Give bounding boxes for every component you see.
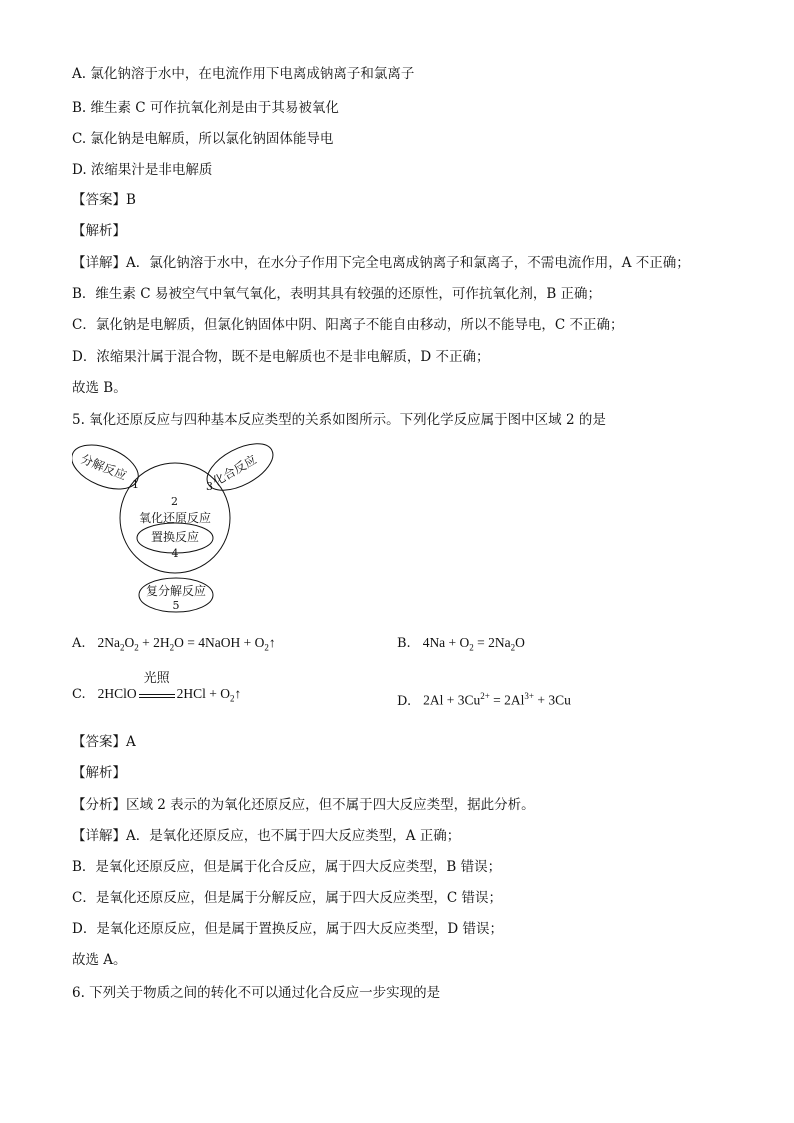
decomposition-label: 分解反应 xyxy=(78,451,129,483)
q4-detail-c: C．氯化钠是电解质，但氯化钠固体中阴、阳离子不能自由移动，所以不能导电，C 不正确； xyxy=(72,317,624,333)
q5-option-b: B. $4Na + O_2 = 2Na_2O$ xyxy=(397,635,525,653)
q4-detail-b: B．维生素 C 易被空气中氧气氧化，表明其具有较强的还原性，可作抗氧化剂，B 正确； xyxy=(72,286,602,302)
q5-option-c: C. 2HClO 光照 $2HCl + O_2↑$ xyxy=(72,671,242,704)
region-4-label: 4 xyxy=(171,547,179,560)
q4-detail-a: 【详解】A．氯化钠溶于水中，在水分子作用下完全电离成钠离子和氯离子，不需电流作用，A 不正确； xyxy=(72,255,690,271)
region-3-label: 3 xyxy=(206,480,213,493)
q5-option-a-label: A. xyxy=(72,636,86,651)
q4-conclusion: 故选 B。 xyxy=(72,380,127,396)
q5-analysis-title: 【解析】 xyxy=(72,765,126,781)
q5-detail-a: 【详解】A．是氧化还原反应，也不属于四大反应类型，A 正确； xyxy=(72,828,461,844)
double-decomposition-label: 复分解反应 xyxy=(145,584,207,598)
q5-detail-d: D．是氧化还原反应，但是属于置换反应，属于四大反应类型，D 错误； xyxy=(72,921,503,937)
q4-option-d: D. 浓缩果汁是非电解质 xyxy=(72,162,213,178)
q5-option-c-label: C. xyxy=(72,687,86,702)
light-condition-text: 光照 xyxy=(143,671,170,686)
reaction-types-diagram xyxy=(72,440,292,620)
region-5-label: 5 xyxy=(172,599,180,612)
q4-option-a: A. 氯化钠溶于水中，在电流作用下电离成钠离子和氯离子 xyxy=(72,66,415,82)
q5-option-a: A. $2Na_2O_2 + 2H_2O$ = 4NaOH + $O_2↑$ xyxy=(72,635,276,653)
reaction-condition xyxy=(139,671,175,698)
q4-answer: 【答案】B xyxy=(72,192,136,208)
q5-stem: 5. 氧化还原反应与四种基本反应类型的关系如图所示。下列化学反应属于图中区域 2 的是 xyxy=(72,412,606,428)
redox-label: 氧化还原反应 xyxy=(138,511,212,525)
q4-detail-d: D．浓缩果汁属于混合物，既不是电解质也不是非电解质，D 不正确； xyxy=(72,349,490,365)
q5-analysis: 【分析】区域 2 表示的为氧化还原反应，但不属于四大反应类型，据此分析。 xyxy=(72,797,535,813)
q6-stem: 6. 下列关于物质之间的转化不可以通过化合反应一步实现的是 xyxy=(72,985,441,1001)
q5-option-d-label: D. xyxy=(397,693,412,709)
region-1-label: 1 xyxy=(132,478,139,491)
displacement-label: 置换反应 xyxy=(150,530,200,544)
q5-detail-b: B．是氧化还原反应，但是属于化合反应，属于四大反应类型，B 错误； xyxy=(72,859,502,875)
q5-detail-c: C．是氧化还原反应，但是属于分解反应，属于四大反应类型，C 错误； xyxy=(72,890,502,906)
q5-answer: 【答案】A xyxy=(72,734,136,750)
combination-label: 化合反应 xyxy=(210,452,260,489)
region-2-label: 2 xyxy=(171,495,178,508)
q5-conclusion: 故选 A。 xyxy=(72,952,127,968)
q4-option-c: C. 氯化钠是电解质，所以氯化钠固体能导电 xyxy=(72,131,334,147)
q4-option-b: B. 维生素 C 可作抗氧化剂是由于其易被氧化 xyxy=(72,100,339,116)
q5-option-b-label: B. xyxy=(397,636,411,651)
q4-analysis-title: 【解析】 xyxy=(72,223,126,239)
q5-option-d: D. $2Al + 3Cu^{2+} = 2Al^{3+} + 3Cu$ xyxy=(397,691,571,709)
